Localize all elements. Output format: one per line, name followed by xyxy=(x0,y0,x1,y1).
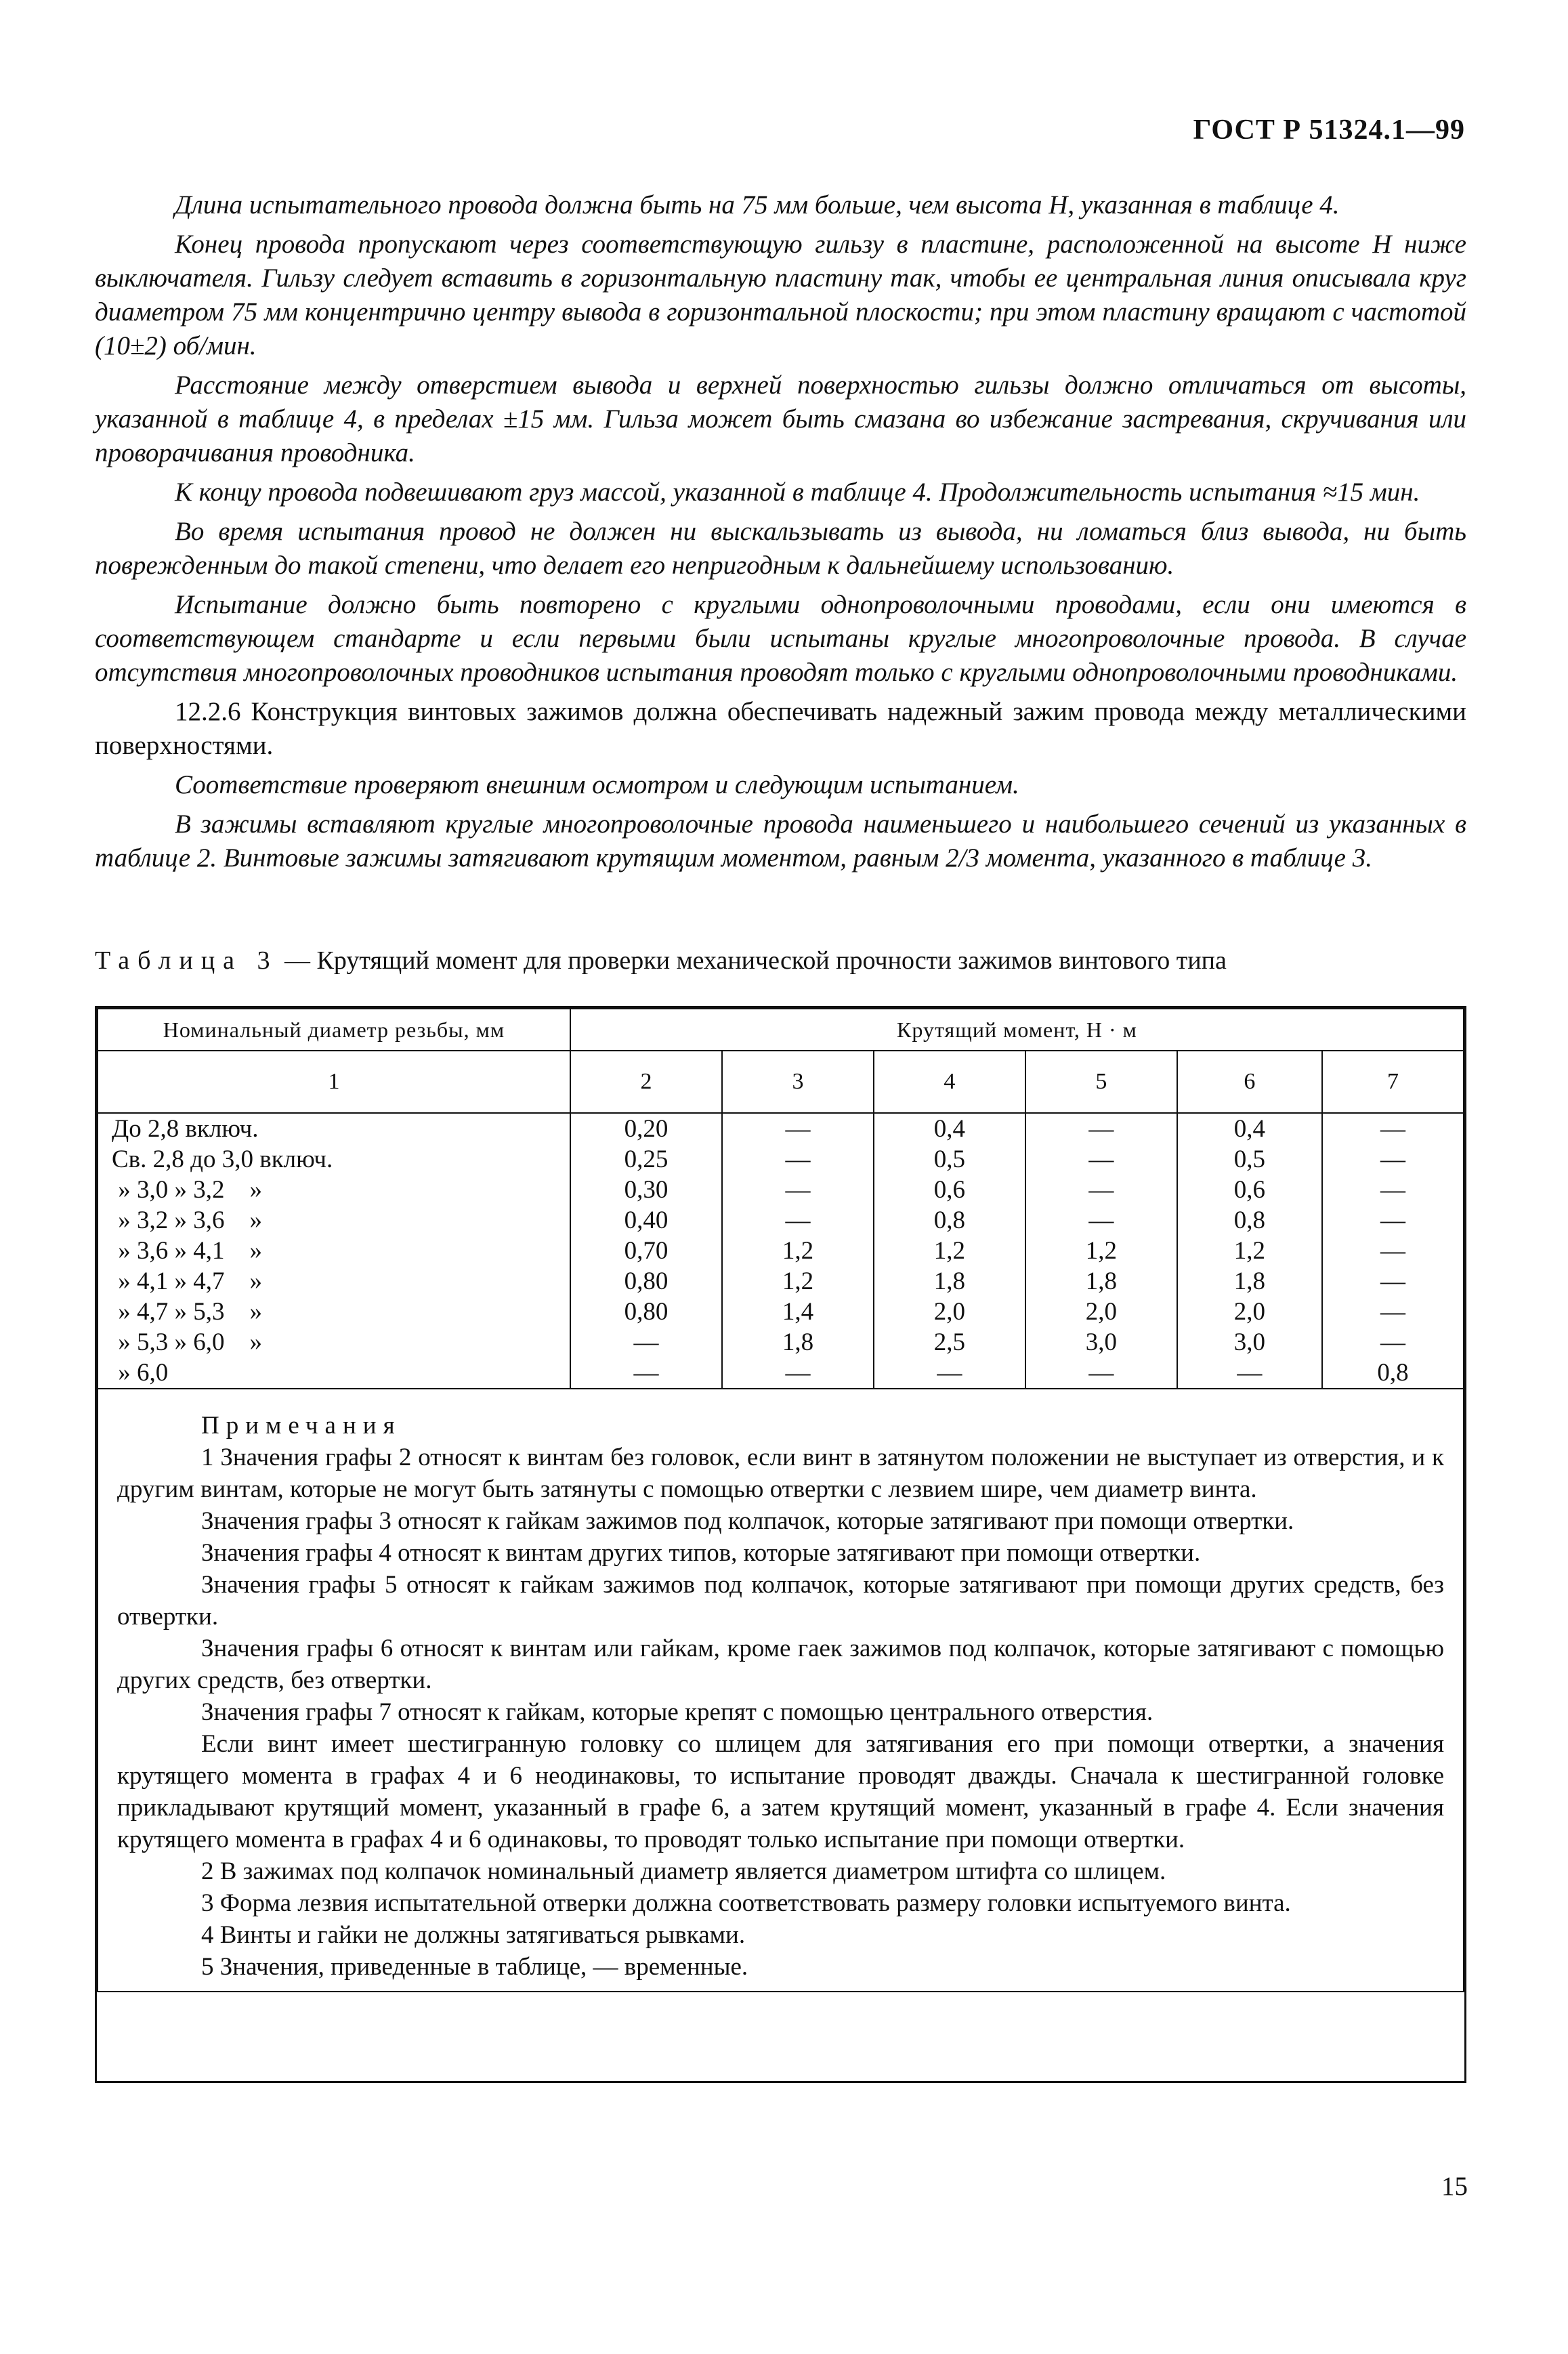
note-paragraph: Значения графы 3 относят к гайкам зажимов под колпачок, которые затягивают при помощи отвертки. xyxy=(201,1507,1294,1535)
torque-value: — xyxy=(1380,1298,1405,1326)
table-caption xyxy=(95,946,1227,975)
torque-value: 1,8 xyxy=(1085,1267,1117,1295)
torque-value: 0,8 xyxy=(1377,1359,1409,1387)
torque-value: 0,8 xyxy=(933,1206,966,1234)
torque-table xyxy=(97,1008,1464,1992)
torque-value: 0,5 xyxy=(1233,1146,1265,1173)
torque-value: 0,6 xyxy=(1233,1176,1265,1204)
paragraph: Конец провода пропускают через соответствующую гильзу в пластине, расположенной на высоте H ниже выключателя. Гильзу следует вставить в горизонтальную пластину так, чтобы ее центральная линия описывала круг диаметром 75 мм концентрично центру вывода в горизонтальной плоскости; при этом пластину вращают с частотой (10±2) об/мин. xyxy=(95,230,1466,360)
torque-value: 0,4 xyxy=(1233,1115,1265,1143)
torque-value: — xyxy=(1380,1206,1405,1234)
torque-value: — xyxy=(1088,1115,1114,1143)
torque-value: — xyxy=(633,1328,659,1356)
paragraph: Испытание должно быть повторено с круглыми однопроволочными проводами, если они имеются в соответствующем стандарте и если первыми были испытаны круглые многопроволочные провода. В случае отсутствия многопроволочных проводников испытания проводят только с круглыми однопроволочными проводниками. xyxy=(95,590,1466,687)
torque-value: 1,8 xyxy=(1233,1267,1265,1295)
note-paragraph: 3 Форма лезвия испытательной отверки должна соответствовать размеру головки испытуемого винта. xyxy=(201,1889,1291,1917)
torque-value: 2,0 xyxy=(1233,1298,1265,1326)
notes-cell xyxy=(98,1389,1464,1992)
table-header-row xyxy=(98,1009,1464,1051)
torque-value: 2,0 xyxy=(1085,1298,1117,1326)
torque-value: 0,20 xyxy=(624,1115,669,1143)
diameter-value: Св. 2,8 до 3,0 включ. xyxy=(112,1146,333,1173)
torque-value: — xyxy=(1237,1359,1263,1387)
paragraph: К концу провода подвешивают груз массой, указанной в таблице 4. Продолжительность испытания ≈15 мин. xyxy=(175,478,1420,507)
torque-value: — xyxy=(785,1115,811,1143)
torque-value: 1,8 xyxy=(782,1328,814,1356)
torque-value: 0,6 xyxy=(933,1176,966,1204)
torque-value: — xyxy=(785,1359,811,1387)
torque-value: — xyxy=(785,1176,811,1204)
torque-value: — xyxy=(1380,1176,1405,1204)
note-paragraph: Значения графы 4 относят к винтам других типов, которые затягивают при помощи отвертки. xyxy=(201,1539,1201,1567)
torque-value: — xyxy=(1380,1267,1405,1295)
note-paragraph: 2 В зажимах под колпачок номинальный диаметр является диаметром штифта со шлицем. xyxy=(201,1857,1166,1885)
column-number-cell: 3 xyxy=(722,1051,874,1113)
page-number: 15 xyxy=(1441,2172,1468,2201)
note-paragraph: 1 Значения графы 2 относят к винтам без головок, если винт в затянутом положении не выступает из отверстия, и к другим винтам, которые не могут быть затянуты с помощью отвертки с лезвием шире, чем диаметр винта. xyxy=(117,1444,1444,1503)
diameter-value: » 6,0 xyxy=(112,1359,169,1387)
torque-value: — xyxy=(785,1206,811,1234)
note-paragraph: Значения графы 7 относят к гайкам, которые крепят с помощью центрального отверстия. xyxy=(201,1698,1153,1726)
torque-column-3 xyxy=(722,1113,874,1389)
diameter-value: » 4,7 » 5,3 » xyxy=(112,1298,262,1326)
note-paragraph: 4 Винты и гайки не должны затягиваться рывками. xyxy=(201,1921,746,1949)
section-paragraph: 12.2.6 Конструкция винтовых зажимов должна обеспечивать надежный зажим провода между металлическими поверхностями. xyxy=(95,697,1466,760)
torque-column-6 xyxy=(1177,1113,1322,1389)
diameter-value: » 4,1 » 4,7 » xyxy=(112,1267,262,1295)
torque-value: 3,0 xyxy=(1233,1328,1265,1356)
column-number-cell: 5 xyxy=(1025,1051,1177,1113)
torque-header: Крутящий момент, Н · м xyxy=(570,1009,1464,1051)
document-id-header: ГОСТ Р 51324.1—99 xyxy=(1193,114,1465,146)
torque-value: 0,80 xyxy=(624,1267,669,1295)
torque-column-2 xyxy=(570,1113,722,1389)
column-number-cell: 6 xyxy=(1177,1051,1322,1113)
torque-value: 1,8 xyxy=(933,1267,966,1295)
torque-value: — xyxy=(633,1359,659,1387)
torque-value: — xyxy=(785,1146,811,1173)
torque-value: 1,2 xyxy=(1085,1237,1117,1265)
torque-value: 2,0 xyxy=(933,1298,966,1326)
torque-value: 0,5 xyxy=(933,1146,966,1173)
torque-column-7 xyxy=(1322,1113,1464,1389)
torque-column-4 xyxy=(874,1113,1025,1389)
note-paragraph: 5 Значения, приведенные в таблице, — временные. xyxy=(201,1953,748,1981)
torque-value: — xyxy=(1088,1176,1114,1204)
diameter-column xyxy=(98,1113,570,1389)
note-paragraph: Если винт имеет шестигранную головку со шлицем для затягивания его при помощи отвертки, а значения крутящего момента в графах 4 и 6 неодинаковы, то испытание проводят дважды. Сначала к шестигранной головке прикладывают крутящий момент, указанный в графе 6, а затем крутящий момент, указанный в графе 4. Если значения крутящего момента в графах 4 и 6 одинаковы, то проводят только испытание при помощи отвертки. xyxy=(117,1730,1444,1853)
column-number-cell: 2 xyxy=(570,1051,722,1113)
torque-column-5 xyxy=(1025,1113,1177,1389)
torque-value: 1,2 xyxy=(933,1237,966,1265)
torque-value: 3,0 xyxy=(1085,1328,1117,1356)
column-number-cell: 1 xyxy=(98,1051,570,1113)
diameter-value: » 5,3 » 6,0 » xyxy=(112,1328,262,1356)
torque-value: 1,2 xyxy=(782,1267,814,1295)
table-caption-text: — Крутящий момент для проверки механической прочности зажимов винтового типа xyxy=(278,946,1227,975)
diameter-value: » 3,6 » 4,1 » xyxy=(112,1237,262,1265)
column-number-row xyxy=(98,1051,1464,1113)
paragraph: Длина испытательного провода должна быть на 75 мм больше, чем высота H, указанная в таблице 4. xyxy=(175,190,1340,219)
torque-value: 2,5 xyxy=(933,1328,966,1356)
torque-value: 0,80 xyxy=(624,1298,669,1326)
torque-value: — xyxy=(1088,1206,1114,1234)
torque-value: 0,70 xyxy=(624,1237,669,1265)
paragraph: Расстояние между отверстием вывода и верхней поверхностью гильзы должно отличаться от высоты, указанной в таблице 4, в пределах ±15 мм. Гильза может быть смазана во избежание застревания, скручивания или проворачивания проводника. xyxy=(95,371,1466,467)
note-paragraph: Значения графы 6 относят к винтам или гайкам, кроме гаек зажимов под колпачок, которые затягивают с помощью других средств, без отвертки. xyxy=(117,1635,1444,1694)
notes-title: Примечания xyxy=(201,1412,402,1439)
table-data-row xyxy=(98,1113,1464,1389)
torque-value: — xyxy=(1380,1146,1405,1173)
torque-value: 0,40 xyxy=(624,1206,669,1234)
torque-value: 1,2 xyxy=(782,1237,814,1265)
torque-value: 1,4 xyxy=(782,1298,814,1326)
notes-row xyxy=(98,1389,1464,1992)
paragraph: Во время испытания провод не должен ни выскальзывать из вывода, ни ломаться близ вывода, ни быть поврежденным до такой степени, что делает его непригодным к дальнейшему использованию. xyxy=(95,517,1466,580)
torque-value: 1,2 xyxy=(1233,1237,1265,1265)
diameter-header: Номинальный диаметр резьбы, мм xyxy=(98,1009,570,1051)
torque-value: 0,4 xyxy=(933,1115,966,1143)
torque-value: 0,30 xyxy=(624,1176,669,1204)
body-text xyxy=(95,188,1466,875)
table-caption-label: Таблица 3 xyxy=(95,946,278,975)
torque-value: — xyxy=(1380,1328,1405,1356)
torque-table-frame xyxy=(95,1006,1466,2083)
diameter-value: До 2,8 включ. xyxy=(112,1115,259,1143)
torque-value: — xyxy=(1380,1237,1405,1265)
torque-value: — xyxy=(1088,1146,1114,1173)
torque-value: 0,8 xyxy=(1233,1206,1265,1234)
column-number-cell: 7 xyxy=(1322,1051,1464,1113)
torque-value: — xyxy=(1380,1115,1405,1143)
column-number-cell: 4 xyxy=(874,1051,1025,1113)
paragraph: В зажимы вставляют круглые многопроволочные провода наименьшего и наибольшего сечений из указанных в таблице 2. Винтовые зажимы затягивают крутящим моментом, равным 2/3 момента, указанного в таблице 3. xyxy=(95,810,1466,873)
torque-value: 0,25 xyxy=(624,1146,669,1173)
torque-value: — xyxy=(1088,1359,1114,1387)
torque-value: — xyxy=(937,1359,962,1387)
note-paragraph: Значения графы 5 относят к гайкам зажимов под колпачок, которые затягивают при помощи других средств, без отвертки. xyxy=(117,1571,1444,1631)
diameter-value: » 3,0 » 3,2 » xyxy=(112,1176,262,1204)
paragraph: Соответствие проверяют внешним осмотром и следующим испытанием. xyxy=(175,770,1019,799)
diameter-value: » 3,2 » 3,6 » xyxy=(112,1206,262,1234)
